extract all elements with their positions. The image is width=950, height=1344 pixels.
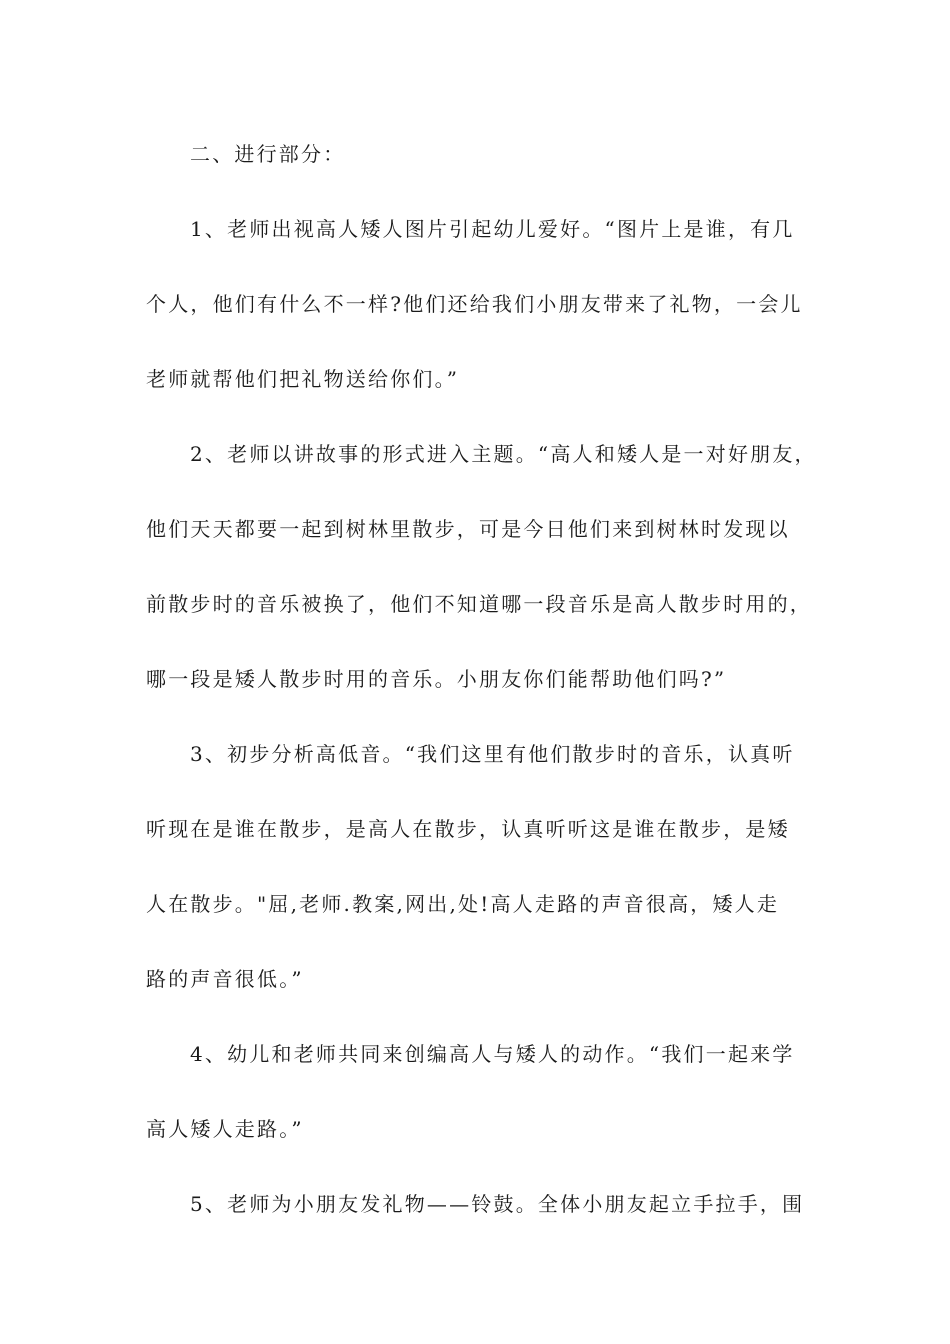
paragraph-line: 1、老师出视高人矮人图片引起幼儿爱好。“图片上是谁，有几: [190, 217, 795, 241]
paragraph-line: 4、幼儿和老师共同来创编高人与矮人的动作。“我们一起来学: [190, 1042, 795, 1066]
section-heading: 二、进行部分：: [190, 142, 346, 166]
paragraph-line: 3、初步分析高低音。“我们这里有他们散步时的音乐，认真听: [190, 742, 795, 766]
paragraph-line: 2、老师以讲故事的形式进入主题。“高人和矮人是一对好朋友，: [190, 442, 817, 466]
paragraph-line: 5、老师为小朋友发礼物——铃鼓。全体小朋友起立手拉手，围: [190, 1192, 805, 1216]
paragraph-line: 听现在是谁在散步，是高人在散步，认真听听这是谁在散步，是矮: [146, 817, 790, 841]
paragraph-line: 前散步时的音乐被换了，他们不知道哪一段音乐是高人散步时用的，: [146, 592, 812, 616]
paragraph-line: 高人矮人走路。”: [146, 1117, 304, 1141]
paragraph-line: 哪一段是矮人散步时用的音乐。小朋友你们能帮助他们吗?”: [146, 667, 727, 691]
paragraph-line: 路的声音很低。”: [146, 967, 304, 991]
paragraph-line: 个人，他们有什么不一样?他们还给我们小朋友带来了礼物，一会儿: [146, 292, 803, 316]
paragraph-line: 他们天天都要一起到树林里散步，可是今日他们来到树林时发现以: [146, 517, 790, 541]
paragraph-line: 老师就帮他们把礼物送给你们。”: [146, 367, 460, 391]
paragraph-line: 人在散步。"屈,老师.教案,网出,处!高人走路的声音很高，矮人走: [146, 892, 780, 916]
